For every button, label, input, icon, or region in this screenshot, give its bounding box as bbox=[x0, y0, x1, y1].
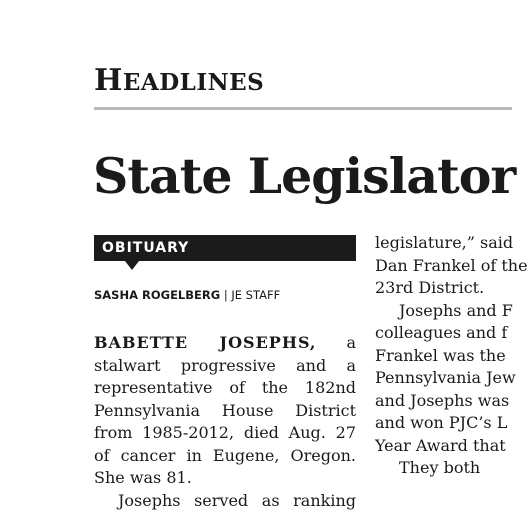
text-line: and Josephs was bbox=[375, 390, 510, 410]
text-line: Josephs and F bbox=[399, 300, 513, 320]
byline-role: JE STAFF bbox=[231, 288, 281, 302]
text-line: 23rd District. bbox=[375, 278, 485, 297]
lead-rest: a bbox=[346, 333, 356, 352]
text-line: They both bbox=[399, 458, 481, 477]
obituary-label-text: OBITUARY bbox=[102, 240, 190, 256]
text-line: She was 81. bbox=[94, 468, 192, 487]
text-line: Frankel was the bbox=[375, 345, 506, 365]
byline-author: SASHA ROGELBERG bbox=[94, 288, 221, 302]
section-heading bbox=[94, 63, 265, 98]
article-headline: State Legislator bbox=[93, 147, 516, 205]
text-line: from 1985-2012, died Aug. 27 bbox=[94, 423, 356, 442]
lead-name: BABETTE JOSEPHS, bbox=[94, 333, 317, 352]
text-line: and won PJC’s L bbox=[375, 413, 508, 432]
byline bbox=[94, 288, 280, 302]
label-pointer bbox=[125, 261, 139, 270]
text-line: representative of the 182nd bbox=[94, 378, 356, 397]
section-heading-initial: H bbox=[94, 63, 123, 98]
text-line: of cancer in Eugene, Oregon. bbox=[94, 445, 356, 465]
byline-separator: | bbox=[220, 288, 232, 302]
text-line: Josephs served as ranking bbox=[118, 490, 356, 510]
text-line: legislature,” said bbox=[375, 233, 514, 252]
article-column-left bbox=[94, 332, 356, 512]
obituary-label bbox=[94, 235, 356, 261]
text-line: colleagues and f bbox=[375, 323, 508, 342]
article-column-right bbox=[375, 232, 528, 480]
text-line: Dan Frankel of the bbox=[375, 255, 528, 275]
text-line: Pennsylvania Jew bbox=[375, 368, 516, 387]
text-line: Year Award that bbox=[375, 435, 506, 455]
text-line: stalwart progressive and a bbox=[94, 355, 356, 375]
lead-line bbox=[94, 332, 356, 355]
section-heading-rest: EADLINES bbox=[122, 69, 265, 96]
text-line: Pennsylvania House District bbox=[94, 400, 356, 420]
section-rule bbox=[94, 107, 512, 110]
